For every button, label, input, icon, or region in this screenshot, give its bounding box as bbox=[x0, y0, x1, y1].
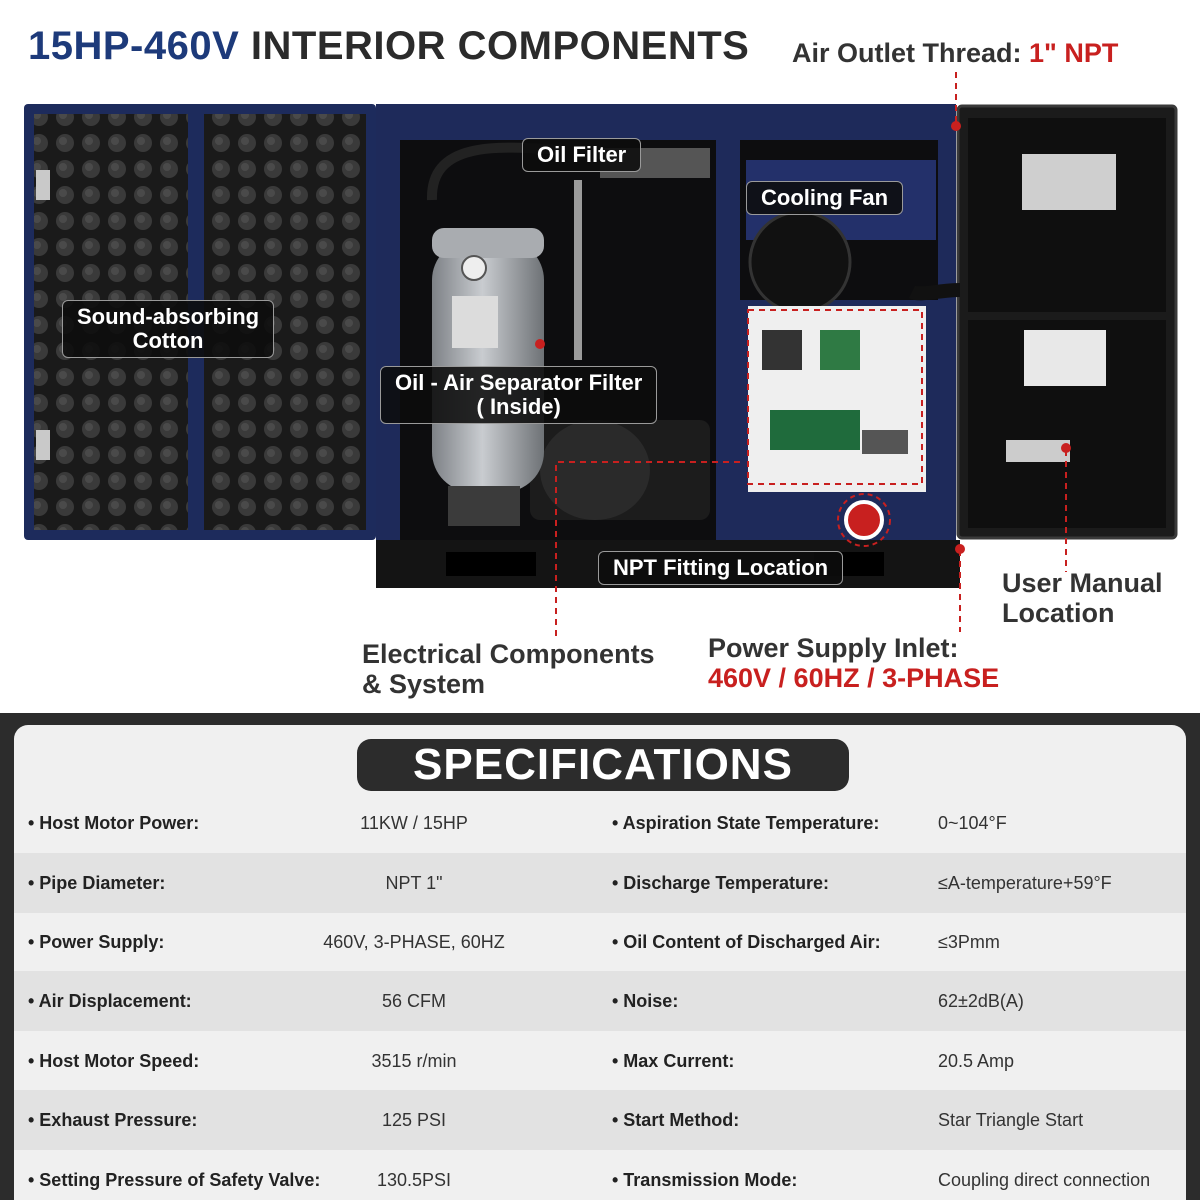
sound-cotton-line2: Cotton bbox=[132, 328, 204, 353]
callout-separator-filter bbox=[380, 366, 657, 424]
spec-value: 460V, 3-PHASE, 60HZ bbox=[323, 932, 505, 952]
spec-value: 130.5PSI bbox=[376, 1170, 452, 1190]
title-model: 15HP-460V bbox=[28, 24, 240, 68]
callout-npt-fitting: NPT Fitting Location bbox=[598, 551, 843, 585]
sound-cotton-line1: Sound-absorbing bbox=[77, 304, 260, 329]
power-supply-inlet-value: 460V / 60HZ / 3-PHASE bbox=[708, 663, 1000, 693]
spec-row bbox=[14, 1150, 1186, 1200]
spec-label: • Max Current: bbox=[612, 1051, 735, 1071]
specifications-card bbox=[14, 725, 1186, 1200]
specifications-title: SPECIFICATIONS bbox=[357, 739, 849, 791]
callout-cooling-fan: Cooling Fan bbox=[746, 181, 903, 215]
spec-value: 3515 r/min bbox=[371, 1051, 457, 1071]
callout-sound-cotton bbox=[62, 300, 274, 358]
spec-value: Star Triangle Start bbox=[938, 1110, 1084, 1130]
spec-value: ≤3Pmm bbox=[938, 932, 1000, 952]
spec-label: • Pipe Diameter: bbox=[28, 873, 166, 893]
spec-label: • Host Motor Speed: bbox=[28, 1051, 200, 1071]
spec-value: 125 PSI bbox=[381, 1110, 447, 1130]
electrical-line1: Electrical Components bbox=[362, 639, 655, 669]
spec-label: • Transmission Mode: bbox=[612, 1170, 798, 1190]
spec-value: ≤A-temperature+59°F bbox=[938, 873, 1112, 893]
spec-label: • Discharge Temperature: bbox=[612, 873, 830, 893]
spec-row bbox=[14, 793, 1186, 853]
separator-line2: ( Inside) bbox=[476, 394, 561, 419]
spec-value: 0~104°F bbox=[938, 813, 1007, 833]
electrical-components bbox=[362, 639, 655, 699]
spec-value: 20.5 Amp bbox=[938, 1051, 1015, 1071]
spec-value: 56 CFM bbox=[381, 991, 446, 1011]
spec-label: • Air Displacement: bbox=[28, 991, 192, 1011]
spec-row bbox=[14, 1031, 1186, 1091]
separator-line1: Oil - Air Separator Filter bbox=[395, 370, 643, 395]
spec-value: Coupling direct connection bbox=[938, 1170, 1151, 1190]
spec-value: NPT 1" bbox=[385, 873, 443, 893]
user-manual-location bbox=[1002, 568, 1163, 628]
air-outlet-label: Air Outlet Thread: bbox=[792, 38, 1022, 68]
main-cabinet bbox=[376, 104, 960, 588]
user-manual-line1: User Manual bbox=[1002, 568, 1163, 598]
callout-oil-filter: Oil Filter bbox=[522, 138, 641, 172]
spec-row bbox=[14, 912, 1186, 972]
spec-label: • Power Supply: bbox=[28, 932, 165, 952]
spec-row bbox=[14, 1090, 1186, 1150]
spec-label: • Oil Content of Discharged Air: bbox=[612, 932, 881, 952]
specifications-panel bbox=[0, 713, 1200, 1200]
spec-label: • Exhaust Pressure: bbox=[28, 1110, 198, 1130]
spec-label: • Noise: bbox=[612, 991, 679, 1011]
spec-row bbox=[14, 971, 1186, 1031]
spec-value: 62±2dB(A) bbox=[938, 991, 1024, 1011]
spec-label: • Host Motor Power: bbox=[28, 813, 200, 833]
spec-value: 11KW / 15HP bbox=[360, 813, 468, 833]
user-manual-line2: Location bbox=[1002, 598, 1115, 628]
spec-label: • Aspiration State Temperature: bbox=[612, 813, 880, 833]
electrical-line2: & System bbox=[362, 669, 486, 699]
title-rest: INTERIOR COMPONENTS bbox=[250, 24, 750, 68]
air-outlet-value: 1" NPT bbox=[1029, 38, 1119, 68]
power-supply-inlet-label: Power Supply Inlet: bbox=[708, 633, 959, 663]
spec-label: • Start Method: bbox=[612, 1110, 740, 1130]
spec-label: • Setting Pressure of Safety Valve: bbox=[28, 1170, 321, 1190]
spec-row bbox=[14, 853, 1186, 913]
